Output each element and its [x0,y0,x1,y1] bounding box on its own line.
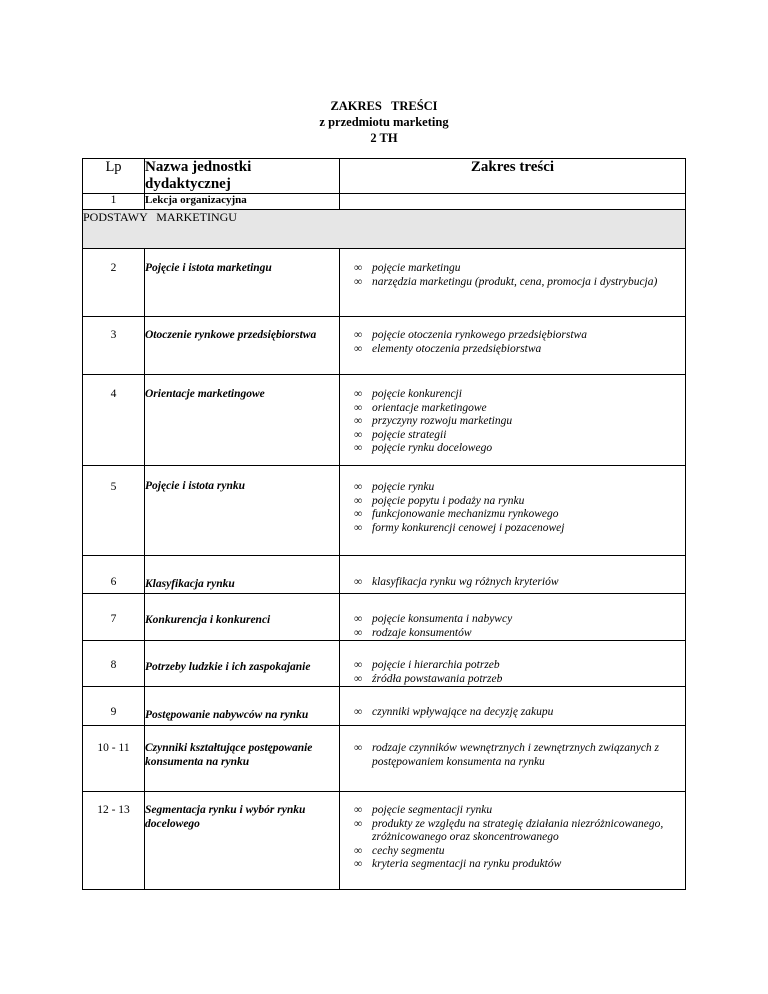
bullet-icon: ∞ [354,626,363,639]
table-header-row [83,159,686,194]
content-list [340,613,685,640]
intro-name: Lekcja organizacyjna [145,194,340,210]
row-unit-name: Konkurencja i konkurenci [145,594,340,641]
list-item-text: elementy otoczenia przedsiębiorstwa [372,342,542,355]
list-item-text: pojęcie otoczenia rynkowego przedsiębiorstwa [372,329,587,341]
row-lp: 6 [83,556,145,594]
list-item-text: narzędzia marketingu (produkt, cena, promocja i dystrybucja) [372,275,658,288]
bullet-icon: ∞ [354,576,363,588]
bullet-icon: ∞ [354,613,363,625]
list-item [354,576,685,590]
row-lp: 3 [83,317,145,375]
header-lp: Lp [83,159,145,194]
list-item-text: klasyfikacja rynku wg różnych kryteriów [372,576,559,588]
bullet-icon: ∞ [354,428,363,441]
bullet-icon: ∞ [354,817,363,830]
row-unit-name: Otoczenie rynkowe przedsiębiorstwa [145,317,340,375]
list-item [354,659,685,673]
bullet-icon: ∞ [354,262,363,274]
row-unit-name: Orientacje marketingowe [145,375,340,466]
list-item [354,429,685,443]
list-item-text: pojęcie konkurencji [372,388,462,400]
row-unit-name: Pojęcie i istota marketingu [145,249,340,317]
bullet-icon: ∞ [354,706,363,718]
content-list [340,262,685,289]
content-list [340,742,685,769]
list-item-text: kryteria segmentacji na rynku produktów [372,858,562,870]
list-item-text: funkcjonowanie mechanizmu rynkowego [372,508,559,520]
row-lp: 9 [83,687,145,726]
list-item-text: pojęcie rynku docelowego [372,442,493,454]
list-item-text: formy konkurencji cenowej i pozacenowej [372,521,565,534]
table-row [83,249,686,317]
bullet-icon: ∞ [354,521,363,534]
curriculum-table [82,158,686,890]
table-row [83,556,686,594]
bullet-icon: ∞ [354,844,363,857]
document-title: ZAKRES TREŚCI [330,99,438,113]
row-lp: 4 [83,375,145,466]
content-list [340,576,685,590]
row-content [340,687,686,726]
row-lp: 12 - 13 [83,792,145,890]
content-list [340,329,685,356]
bullet-icon: ∞ [354,275,363,288]
list-item-text: rodzaje konsumentów [372,626,472,639]
list-item-text: pojęcie segmentacji rynku [372,804,493,816]
table-row [83,641,686,687]
bullet-icon: ∞ [354,442,363,454]
intro-row [83,194,686,210]
list-item-text: źródła powstawania potrzeb [372,672,503,685]
list-item [354,858,685,872]
content-list [340,659,685,686]
list-item-text: pojęcie popytu i podaży na rynku [372,494,525,507]
intro-content [340,194,686,210]
table-row [83,466,686,556]
header-content-scope: Zakres treści [340,159,686,194]
list-item [354,388,685,402]
list-item [354,613,685,627]
section-title: PODSTAWY MARKETINGU [83,210,686,249]
bullet-icon: ∞ [354,401,363,414]
row-unit-name: Czynniki kształtujące postępowanie konsumenta na rynku [145,726,340,792]
list-item-text: produkty ze względu na strategię działania niezróżnicowanego, zróżnicowanego oraz skoncentrowanego [372,817,664,843]
bullet-icon: ∞ [354,342,363,355]
list-item-text: cechy segmentu [372,844,445,857]
list-item [354,508,685,522]
section-row [83,210,686,249]
bullet-icon: ∞ [354,494,363,507]
list-item-text: pojęcie i hierarchia potrzeb [372,659,500,671]
row-lp: 5 [83,466,145,556]
row-content [340,466,686,556]
table-row [83,375,686,466]
content-list [340,804,685,872]
row-content [340,556,686,594]
row-lp: 2 [83,249,145,317]
bullet-icon: ∞ [354,388,363,400]
bullet-icon: ∞ [354,659,363,671]
table-row [83,726,686,792]
list-item [354,522,685,536]
list-item [354,262,685,276]
list-item [354,481,685,495]
list-item [354,329,685,343]
list-item [354,627,685,641]
bullet-icon: ∞ [354,481,363,493]
list-item [354,706,685,720]
row-content [340,317,686,375]
bullet-icon: ∞ [354,804,363,816]
content-list [340,388,685,456]
bullet-icon: ∞ [354,508,363,520]
row-content [340,375,686,466]
row-content [340,641,686,687]
bullet-icon: ∞ [354,329,363,341]
list-item-text: przyczyny rozwoju marketingu [372,415,513,427]
rows-body [83,249,686,890]
row-unit-name: Potrzeby ludzkie i ich zaspokajanie [145,641,340,687]
list-item-text: pojęcie strategii [372,428,447,441]
row-content [340,249,686,317]
table-row [83,317,686,375]
list-item-text: pojęcie rynku [372,481,435,493]
list-item [354,495,685,509]
list-item [354,673,685,687]
document-subtitle: z przedmiotu marketing [319,115,449,129]
list-item [354,402,685,416]
list-item [354,415,685,429]
bullet-icon: ∞ [354,672,363,685]
table-row [83,594,686,641]
bullet-icon: ∞ [354,858,363,870]
content-list [340,481,685,535]
row-unit-name: Pojęcie i istota rynku [145,466,340,556]
list-item [354,276,685,290]
row-unit-name: Klasyfikacja rynku [145,556,340,594]
row-content [340,594,686,641]
row-content [340,726,686,792]
list-item [354,818,685,845]
list-item [354,845,685,859]
list-item-text: pojęcie konsumenta i nabywcy [372,613,513,625]
bullet-icon: ∞ [354,415,363,427]
list-item [354,442,685,456]
list-item-text: orientacje marketingowe [372,401,487,414]
row-lp: 8 [83,641,145,687]
row-lp: 10 - 11 [83,726,145,792]
list-item-text: rodzaje czynników wewnętrznych i zewnętrznych związanych z postępowaniem konsumenta na rynku [372,742,660,768]
bullet-icon: ∞ [354,742,363,754]
row-content [340,792,686,890]
table-row [83,792,686,890]
content-list [340,706,685,720]
row-unit-name: Segmentacja rynku i wybór rynku docelowego [145,792,340,890]
list-item [354,804,685,818]
row-lp: 7 [83,594,145,641]
list-item-text: czynniki wpływające na decyzję zakupu [372,706,554,718]
list-item [354,343,685,357]
list-item [354,742,685,769]
list-item-text: pojęcie marketingu [372,262,461,274]
row-unit-name: Postępowanie nabywców na rynku [145,687,340,726]
document-header [0,98,768,146]
intro-lp: 1 [83,194,145,210]
document-class: 2 TH [370,131,398,145]
table-row [83,687,686,726]
header-unit-name: Nazwa jednostki dydaktycznej [145,159,340,194]
